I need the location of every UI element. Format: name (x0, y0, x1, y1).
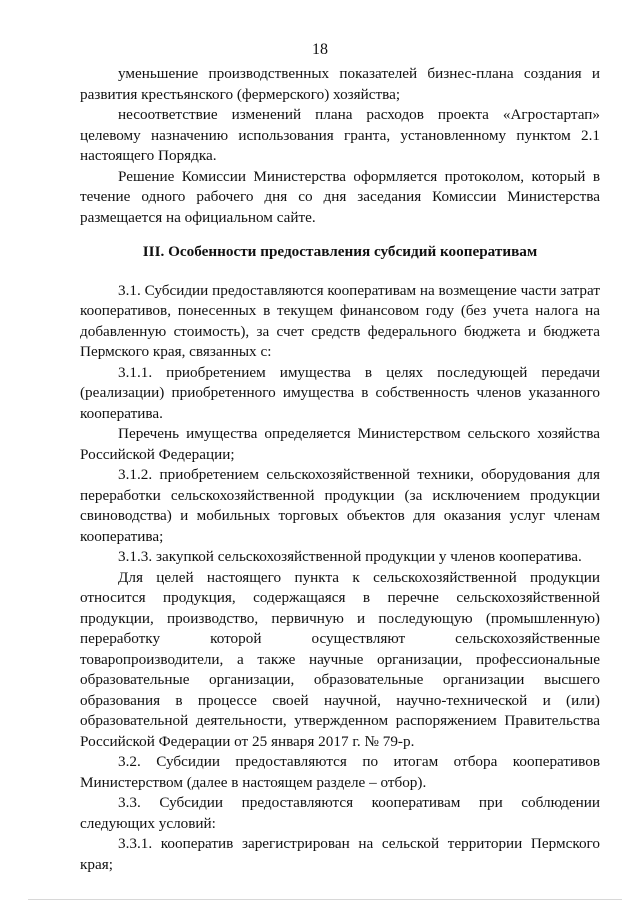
bottom-edge-line (28, 899, 622, 900)
document-body (80, 64, 600, 875)
section-heading: III. Особенности предоставления субсидий кооперативам (142, 243, 538, 260)
paragraph: 3.1.3. закупкой сельскохозяйственной продукции у членов кооператива. (118, 548, 582, 565)
page-number: 18 (312, 41, 328, 58)
paragraph: уменьшение производственных показателей бизнес-плана создания и развития крестьянского (фермерского) хозяйства; (80, 65, 600, 103)
paragraph: 3.2. Субсидии предоставляются по итогам отбора кооперативов Министерством (далее в настоящем разделе – отбор). (80, 753, 600, 791)
paragraph: Решение Комиссии Министерства оформляется протоколом, который в течение одного рабочего дня со дня заседания Комиссии Министерства размещается на официальном сайте. (80, 167, 600, 226)
paragraph: Для целей настоящего пункта к сельскохозяйственной продукции относится продукция, содержащаяся в перечне сельскохозяйственной продукции, производство, первичную и последующую (промышленную) переработку которой осуществляют сельскохозяйственные товаропроизводители, а также научные организации, профессиональные образовательные организации, образовательные организации высшего образования в процессе своей научной, научно-технической и (или) образовательной деятельности, утвержденном распоряжением Правительства Российской Федерации от 25 января 2017 г. № 79-р. (80, 568, 600, 750)
paragraph: 3.1.1. приобретением имущества в целях последующей передачи (реализации) приобретенного имущества в собственность членов указанного кооператива. (80, 363, 600, 422)
paragraph: 3.3. Субсидии предоставляются кооперативам при соблюдении следующих условий: (80, 794, 600, 832)
paragraph: 3.3.1. кооператив зарегистрирован на сельской территории Пермского края; (80, 835, 600, 873)
paragraph: Перечень имущества определяется Министерством сельского хозяйства Российской Федерации; (80, 425, 600, 463)
paragraph: несоответствие изменений плана расходов проекта «Агростартап» целевому назначению использования гранта, установленному пунктом 2.1 настоящего Порядка. (80, 106, 600, 164)
paragraph: 3.1.2. приобретением сельскохозяйственной техники, оборудования для переработки сельскохозяйственной продукции (за исключением продукции свиноводства) и мобильных торговых объектов для оказания услуг членам кооператива; (80, 466, 600, 545)
paragraph: 3.1. Субсидии предоставляются кооперативам на возмещение части затрат кооперативов, понесенных в текущем финансовом году (без учета налога на добавленную стоимость), за счет средств федерального бюджета и бюджета Пермского края, связанных с: (80, 281, 601, 360)
